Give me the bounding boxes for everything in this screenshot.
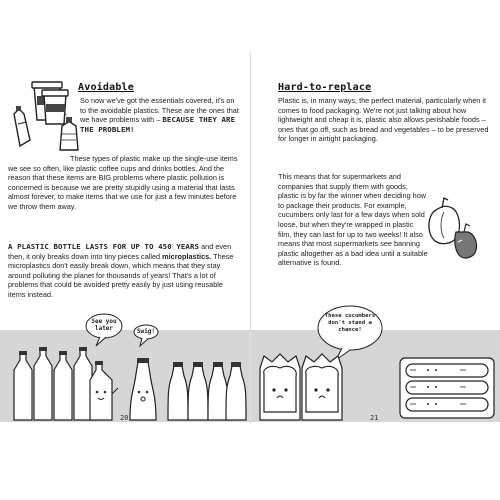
page-number-left: 20 xyxy=(120,414,129,422)
right-paragraph-1: Plastic is, in many ways, the perfect material, particularly when it comes to food packaging. We're not just talking about how lightweight and cheap it is, plastic also allows perishable foods – ones that go off, such as bread and vegetables – to be preserved for longer in airtight packaging. xyxy=(278,96,489,144)
left-para2-bold: microplastics. xyxy=(162,251,212,261)
bread-cucumbers-illustration xyxy=(250,298,500,424)
bell-pepper-illustration xyxy=(424,192,484,262)
left-paragraph-1 xyxy=(80,96,240,134)
left-para1-text: So now we've got the essentials covered, it's on to the avoidable plastics. These are the ones that we have problems with – xyxy=(80,96,239,125)
section-heading-avoidable: Avoidable xyxy=(78,82,134,93)
bottles-illustration xyxy=(0,310,250,424)
left-para2-emphasis: A PLASTIC BOTTLE LASTS FOR UP TO 450 YEARS xyxy=(8,242,200,251)
right-page xyxy=(250,52,500,424)
book-spread xyxy=(0,52,500,424)
left-para1-emphasis: BECAUSE THEY ARE THE PROBLEM! xyxy=(80,115,236,134)
section-heading-hard-to-replace: Hard-to-replace xyxy=(278,82,372,93)
bubble-swig: Swig! xyxy=(136,328,156,335)
coffee-cups-bottles-illustration xyxy=(6,80,86,152)
left-para1-cont-text: These types of plastic make up the single-use items we see so often, like plastic coffee cups and drinks bottles. And the reason that these items are BIG problems where plastic pollution is concerned is because we are pretty stupidly using a material that lasts almost forever, to make items that we use for just a few minutes before we throw them away. xyxy=(8,154,238,211)
left-para2-text-a: and even then, it only breaks down into tiny pieces called xyxy=(8,242,232,261)
svg-text:»: » xyxy=(64,112,67,118)
bubble-cucumbers: These cucumbers don't stand a chance! xyxy=(324,313,376,333)
left-paragraph-1-continued xyxy=(8,154,242,212)
right-paragraph-2: This means that for supermarkets and companies that supply them with goods, plastic is by far the winner when deciding how to package their products. For example, cucumbers only last for a few days when sold loose, but when they're wrapped in plastic film, they can last for up to two weeks! It also means that most supermarkets see banning plastic altogether as a bad idea until a suitable alternative is found. xyxy=(278,172,428,268)
page-number-right: 21 xyxy=(370,414,379,422)
left-paragraph-2 xyxy=(8,242,242,300)
left-para2-text-b: These microplastics don't easily break down, which means that they stay around polluting the planet for thousands of years! That's a lot of problems that could be avoided pretty easily by just using reusable items instead. xyxy=(8,251,234,299)
left-page xyxy=(0,52,251,424)
bubble-see-you-later: See you later xyxy=(91,318,117,332)
